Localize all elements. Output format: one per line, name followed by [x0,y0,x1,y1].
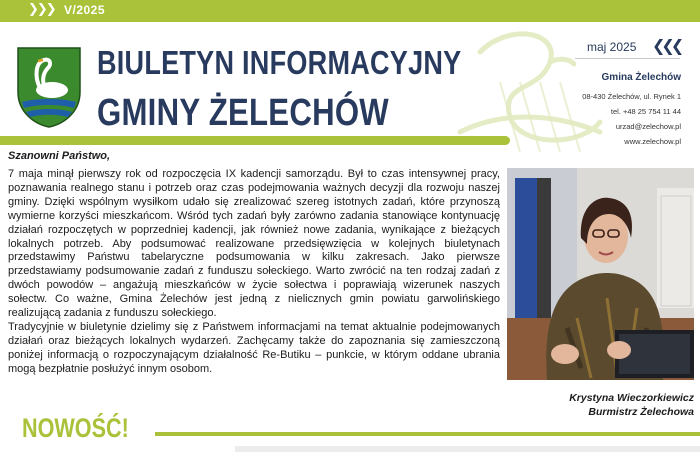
gmina-crest [16,46,82,128]
header-divider [0,136,510,145]
title-line-1: BIULETYN INFORMACYJNY [97,44,462,81]
contact-website[interactable]: www.zelechow.pl [624,137,681,146]
contact-name: Gmina Żelechów [601,72,681,83]
contact-email[interactable]: urzad@zelechow.pl [615,122,681,131]
letter-body [8,168,500,377]
contact-phone: tel. +48 25 754 11 44 [610,107,681,116]
letter-greeting: Szanowni Państwo, [8,150,111,162]
new-section-heading: NOWOŚĆ! [22,413,129,443]
double-chevron-right-icon: ❯❯❯ [28,2,55,17]
double-chevron-left-icon: ❮❮❮ [652,36,681,55]
letter-paragraph-2: Tradycyjnie w biuletynie dzielimy się z Państwem informacjami na temat aktualnie podejmowanych działań oraz bieżących lokalnych wydarzeń. Zachęcamy także do zapoznania się zamieszczoną poniżej informacją o rozpoczynającym działalność Re-Butiku – punkcie, w którym oddane ubrania mogą bezpłatnie posłużyć innym osobom. [8,320,500,375]
caption-role: Burmistrz Żelechowa [588,406,694,418]
issue-date: maj 2025 [587,40,637,54]
mayor-photo [507,168,694,380]
photo-caption [492,391,694,419]
bulletin-title [97,38,461,138]
title-line-2: GMINY ŻELECHÓW [97,92,389,134]
issue-number: V/2025 [64,3,106,17]
section-divider [155,432,700,436]
contact-block [582,72,681,149]
caption-name: Krystyna Wieczorkiewicz [569,392,694,404]
top-banner [0,0,700,22]
date-divider [575,58,680,59]
bottom-strip [235,446,700,452]
contact-address: 08-430 Żelechów, ul. Rynek 1 [582,92,681,101]
letter-paragraph-1: 7 maja minął pierwszy rok od rozpoczęcia IX kadencji samorządu. Był to czas intensywnej pracy, poznawania realnego stanu i potrzeb oraz czas podejmowania ważnych decyzji dla rozwoju naszej gminy. Dzięki wspólnym wysiłkom udało się zrealizować szereg istotnych zadań, które przynoszą wymierne korzyści mieszkańcom. Wśród tych zadań były zarówno zadania stanowiące kontynuację działań rozpoczętych w poprzedniej kadencji, jak również nowe zadania, wynikające z bieżących lokalnych potrzeb. Aby podsumować realizowane przedsięwzięcia w kolejnych biuletynach przedstawimy Państwu tabelaryczne podsumowania w kilku zakresach. Jako pierwsze przedstawiamy podsumowanie zadań z funduszu sołeckiego. Warto zwrócić na ten rodzaj zadań z dwóch powodów – angażują mieszkańców w życie sołectwa i poprawiają wizerunek naszych sołectw. Co ważne, Gmina Żelechów jest jedną z nielicznych gmin powiatu garwolińskiego realizującą zadania z funduszu sołeckiego. [8,168,500,320]
